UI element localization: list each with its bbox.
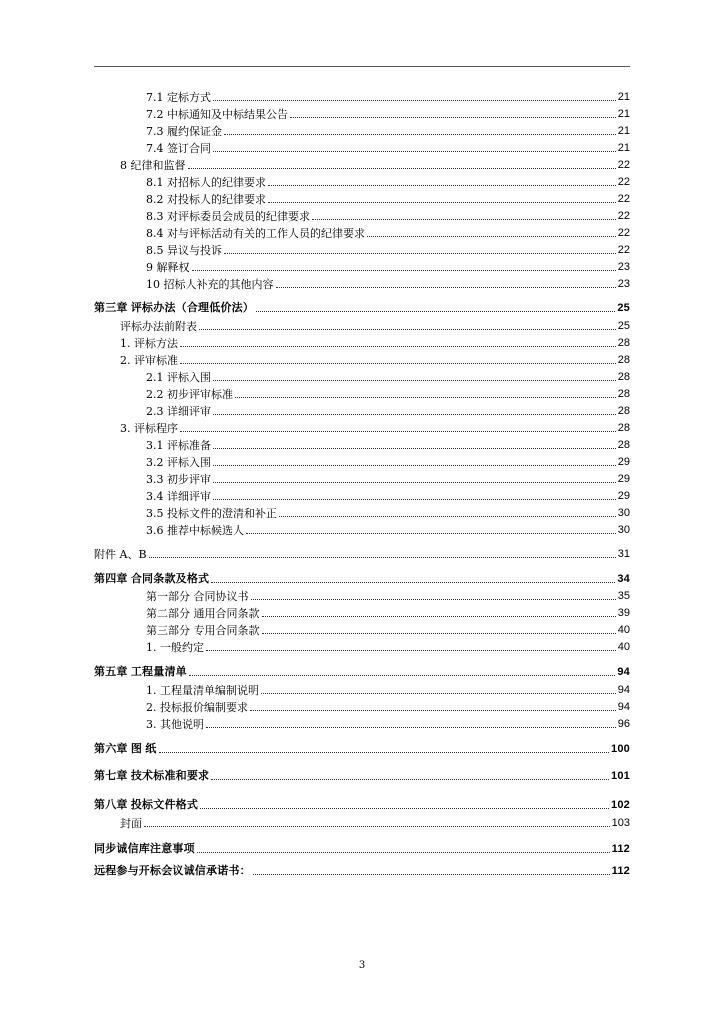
toc-entry-page: 23 — [617, 278, 630, 290]
toc-chapter[interactable] — [94, 299, 630, 315]
toc-entry-page: 94 — [617, 701, 630, 713]
toc-entry-page: 21 — [617, 125, 630, 137]
leader-dots — [268, 202, 616, 203]
leader-dots — [253, 874, 610, 875]
toc-entry-page: 40 — [617, 641, 630, 653]
toc-entry-label: 3.2 评标入围 — [146, 456, 211, 469]
toc-entry-label: 3.4 详细评审 — [146, 490, 211, 503]
page-number: 3 — [358, 960, 366, 971]
toc-chapter-page: 101 — [611, 770, 630, 782]
leader-dots — [290, 117, 616, 118]
leader-dots — [213, 100, 616, 101]
toc-chapter[interactable] — [94, 570, 630, 586]
toc-entry-page: 28 — [617, 439, 630, 451]
toc-entry-label: 1. 评标方法 — [120, 337, 178, 350]
toc-entry-page: 28 — [617, 405, 630, 417]
toc-entry[interactable] — [94, 156, 630, 172]
toc-entry-label: 封面 — [120, 817, 142, 830]
toc-entry-page: 28 — [617, 371, 630, 383]
toc-entry-page: 35 — [617, 590, 630, 602]
toc-entry[interactable] — [94, 698, 630, 714]
leader-dots — [224, 253, 616, 254]
leader-dots — [312, 219, 616, 220]
toc-entry-label: 10 招标人补充的其他内容 — [146, 278, 274, 291]
toc-entry-page: 39 — [617, 607, 630, 619]
toc-entry[interactable] — [94, 715, 630, 731]
toc-entry-label: 8 纪律和监督 — [120, 159, 186, 172]
toc-entry-page: 23 — [617, 261, 630, 273]
toc-chapter-page: 94 — [617, 666, 630, 678]
toc-entry-label: 2.3 详细评审 — [146, 405, 211, 418]
toc-entry-label: 8.1 对招标人的纪律要求 — [146, 176, 266, 189]
toc-entry[interactable] — [94, 487, 630, 503]
toc-entry[interactable] — [94, 258, 630, 274]
leader-dots — [188, 168, 616, 169]
toc-entry-label: 7.2 中标通知及中标结果公告 — [146, 108, 288, 121]
toc-entry[interactable] — [94, 419, 630, 435]
leader-dots — [235, 397, 616, 398]
leader-dots — [189, 675, 616, 676]
toc-chapter-label: 第八章 投标文件格式 — [94, 799, 199, 811]
leader-dots — [197, 852, 610, 853]
toc-entry-page: 29 — [617, 456, 630, 468]
toc-entry[interactable] — [94, 122, 630, 138]
toc-entry[interactable] — [94, 521, 630, 537]
toc-entry-page: 30 — [617, 507, 630, 519]
toc-chapter-label: 第七章 技术标准和要求 — [94, 770, 210, 782]
toc-entry-label: 2. 投标报价编制要求 — [146, 701, 248, 714]
toc-entry-page: 22 — [617, 159, 630, 171]
toc-entry-page: 21 — [617, 91, 630, 103]
toc-entry-page: 22 — [617, 176, 630, 188]
toc-entry-page: 28 — [617, 337, 630, 349]
toc-entry-page: 22 — [617, 193, 630, 205]
toc-entry[interactable] — [94, 385, 630, 401]
toc-entry[interactable] — [94, 453, 630, 469]
toc-entry-label: 7.3 履约保证金 — [146, 125, 222, 138]
leader-dots — [180, 346, 616, 347]
toc-chapter[interactable] — [94, 740, 630, 756]
leader-dots — [246, 533, 616, 534]
toc-entry-label: 第一部分 合同协议书 — [146, 590, 249, 603]
toc-entry-label: 3.3 初步评审 — [146, 473, 211, 486]
leader-dots — [206, 650, 616, 651]
toc-entry-page: 25 — [617, 320, 630, 332]
toc-entry[interactable] — [94, 241, 630, 257]
toc-entry[interactable] — [94, 814, 630, 830]
leader-dots — [262, 633, 616, 634]
toc-entry-label: 2.1 评标入围 — [146, 371, 211, 384]
toc-entry[interactable] — [94, 436, 630, 452]
toc-entry-label: 1. 工程量清单编制说明 — [146, 684, 259, 697]
leader-dots — [159, 752, 610, 753]
toc-chapter-label: 第六章 图 纸 — [94, 743, 157, 755]
toc-chapter-label: 第四章 合同条款及格式 — [94, 573, 210, 585]
toc-entry[interactable] — [94, 681, 630, 697]
toc-chapter[interactable] — [94, 545, 630, 561]
toc-entry[interactable] — [94, 139, 630, 155]
toc-chapter-page: 31 — [617, 548, 630, 560]
toc-chapter-page: 112 — [611, 865, 630, 877]
toc-entry-label: 2. 评审标准 — [120, 354, 178, 367]
leader-dots — [213, 482, 616, 483]
toc-entry-label: 第三部分 专用合同条款 — [146, 624, 260, 637]
toc-entry-page: 28 — [617, 354, 630, 366]
leader-dots — [200, 808, 609, 809]
toc-entry-page: 28 — [617, 422, 630, 434]
toc-entry-label: 8.2 对投标人的纪律要求 — [146, 193, 266, 206]
toc-entry[interactable] — [94, 402, 630, 418]
toc-entry[interactable] — [94, 224, 630, 240]
toc-entry-label: 2.2 初步评审标准 — [146, 388, 233, 401]
toc-chapter-label: 第五章 工程量清单 — [94, 666, 187, 678]
toc-entry-page: 94 — [617, 684, 630, 696]
toc-entry-label: 第二部分 通用合同条款 — [146, 607, 260, 620]
toc-entry[interactable] — [94, 351, 630, 367]
leader-dots — [213, 465, 616, 466]
toc-chapter-label: 附件 A、B — [94, 548, 147, 561]
toc-entry[interactable] — [94, 105, 630, 121]
toc-entry[interactable] — [94, 275, 630, 291]
toc-entry-label: 7.4 签订合同 — [146, 142, 211, 155]
leader-dots — [149, 557, 616, 558]
header-rule — [94, 66, 630, 67]
leader-dots — [199, 329, 616, 330]
toc-entry-label: 3. 其他说明 — [146, 718, 204, 731]
toc-chapter-label: 同步诚信库注意事项 — [94, 843, 195, 855]
toc-chapter-label: 远程参与开标会议诚信承诺书： — [94, 865, 251, 877]
leader-dots — [261, 693, 616, 694]
leader-dots — [213, 380, 616, 381]
toc-chapter[interactable] — [94, 796, 630, 812]
toc-entry-page: 96 — [617, 718, 630, 730]
toc-entry-label: 1. 一般约定 — [146, 641, 204, 654]
leader-dots — [213, 448, 616, 449]
toc-entry-label: 3.6 推荐中标候选人 — [146, 524, 244, 537]
toc-entry-page: 22 — [617, 227, 630, 239]
leader-dots — [276, 287, 616, 288]
leader-dots — [251, 599, 616, 600]
toc-entry-page: 21 — [617, 108, 630, 120]
leader-dots — [213, 414, 616, 415]
leader-dots — [250, 710, 616, 711]
toc-chapter-page: 112 — [611, 843, 630, 855]
toc-entry[interactable] — [94, 604, 630, 620]
toc-entry-label: 8.4 对与评标活动有关的工作人员的纪律要求 — [146, 227, 365, 240]
toc-entry[interactable] — [94, 587, 630, 603]
leader-dots — [279, 516, 616, 517]
toc-entry-page: 29 — [617, 490, 630, 502]
leader-dots — [268, 185, 616, 186]
toc-entry-page: 22 — [617, 210, 630, 222]
toc-entry[interactable] — [94, 368, 630, 384]
toc-entry[interactable] — [94, 504, 630, 520]
toc-entry-label: 8.3 对评标委员会成员的纪律要求 — [146, 210, 310, 223]
leader-dots — [206, 727, 616, 728]
leader-dots — [367, 236, 616, 237]
toc-entry[interactable] — [94, 470, 630, 486]
toc-chapter-label: 第三章 评标办法（合理低价法） — [94, 302, 255, 314]
toc-chapter-page: 102 — [611, 799, 630, 811]
toc-chapter-page: 25 — [617, 302, 630, 314]
toc-entry-label: 9 解释权 — [146, 261, 190, 274]
toc-entry-page: 30 — [617, 524, 630, 536]
toc-entry[interactable] — [94, 190, 630, 206]
leader-dots — [211, 582, 615, 583]
leader-dots — [211, 779, 609, 780]
toc-chapter[interactable] — [94, 862, 630, 878]
leader-dots — [213, 499, 616, 500]
leader-dots — [180, 431, 616, 432]
toc-entry-label: 8.5 异议与投诉 — [146, 244, 222, 257]
leader-dots — [144, 826, 610, 827]
toc-chapter[interactable] — [94, 663, 630, 679]
toc-chapter[interactable] — [94, 840, 630, 856]
toc-entry[interactable] — [94, 621, 630, 637]
leader-dots — [262, 616, 616, 617]
toc-entry-page: 28 — [617, 388, 630, 400]
toc-entry-page: 29 — [617, 473, 630, 485]
toc-chapter-page: 100 — [611, 743, 630, 755]
toc-entry-page: 22 — [617, 244, 630, 256]
toc-entry-page: 103 — [611, 817, 630, 829]
toc-entry-label: 7.1 定标方式 — [146, 91, 211, 104]
toc-entry[interactable] — [94, 334, 630, 350]
toc-entry-page: 21 — [617, 142, 630, 154]
toc-chapter[interactable] — [94, 767, 630, 783]
leader-dots — [256, 311, 615, 312]
toc-entry-label: 3.1 评标准备 — [146, 439, 211, 452]
toc-entry[interactable] — [94, 207, 630, 223]
toc-entry[interactable] — [94, 88, 630, 104]
leader-dots — [224, 134, 616, 135]
toc-entry-label: 3. 评标程序 — [120, 422, 178, 435]
toc-entry-page: 40 — [617, 624, 630, 636]
toc-entry[interactable] — [94, 638, 630, 654]
leader-dots — [192, 270, 616, 271]
leader-dots — [180, 363, 616, 364]
toc-entry[interactable] — [94, 317, 630, 333]
toc-chapter-page: 34 — [617, 573, 630, 585]
toc-entry[interactable] — [94, 173, 630, 189]
toc-entry-label: 评标办法前附表 — [120, 320, 197, 333]
leader-dots — [213, 151, 616, 152]
toc-entry-label: 3.5 投标文件的澄清和补正 — [146, 507, 277, 520]
